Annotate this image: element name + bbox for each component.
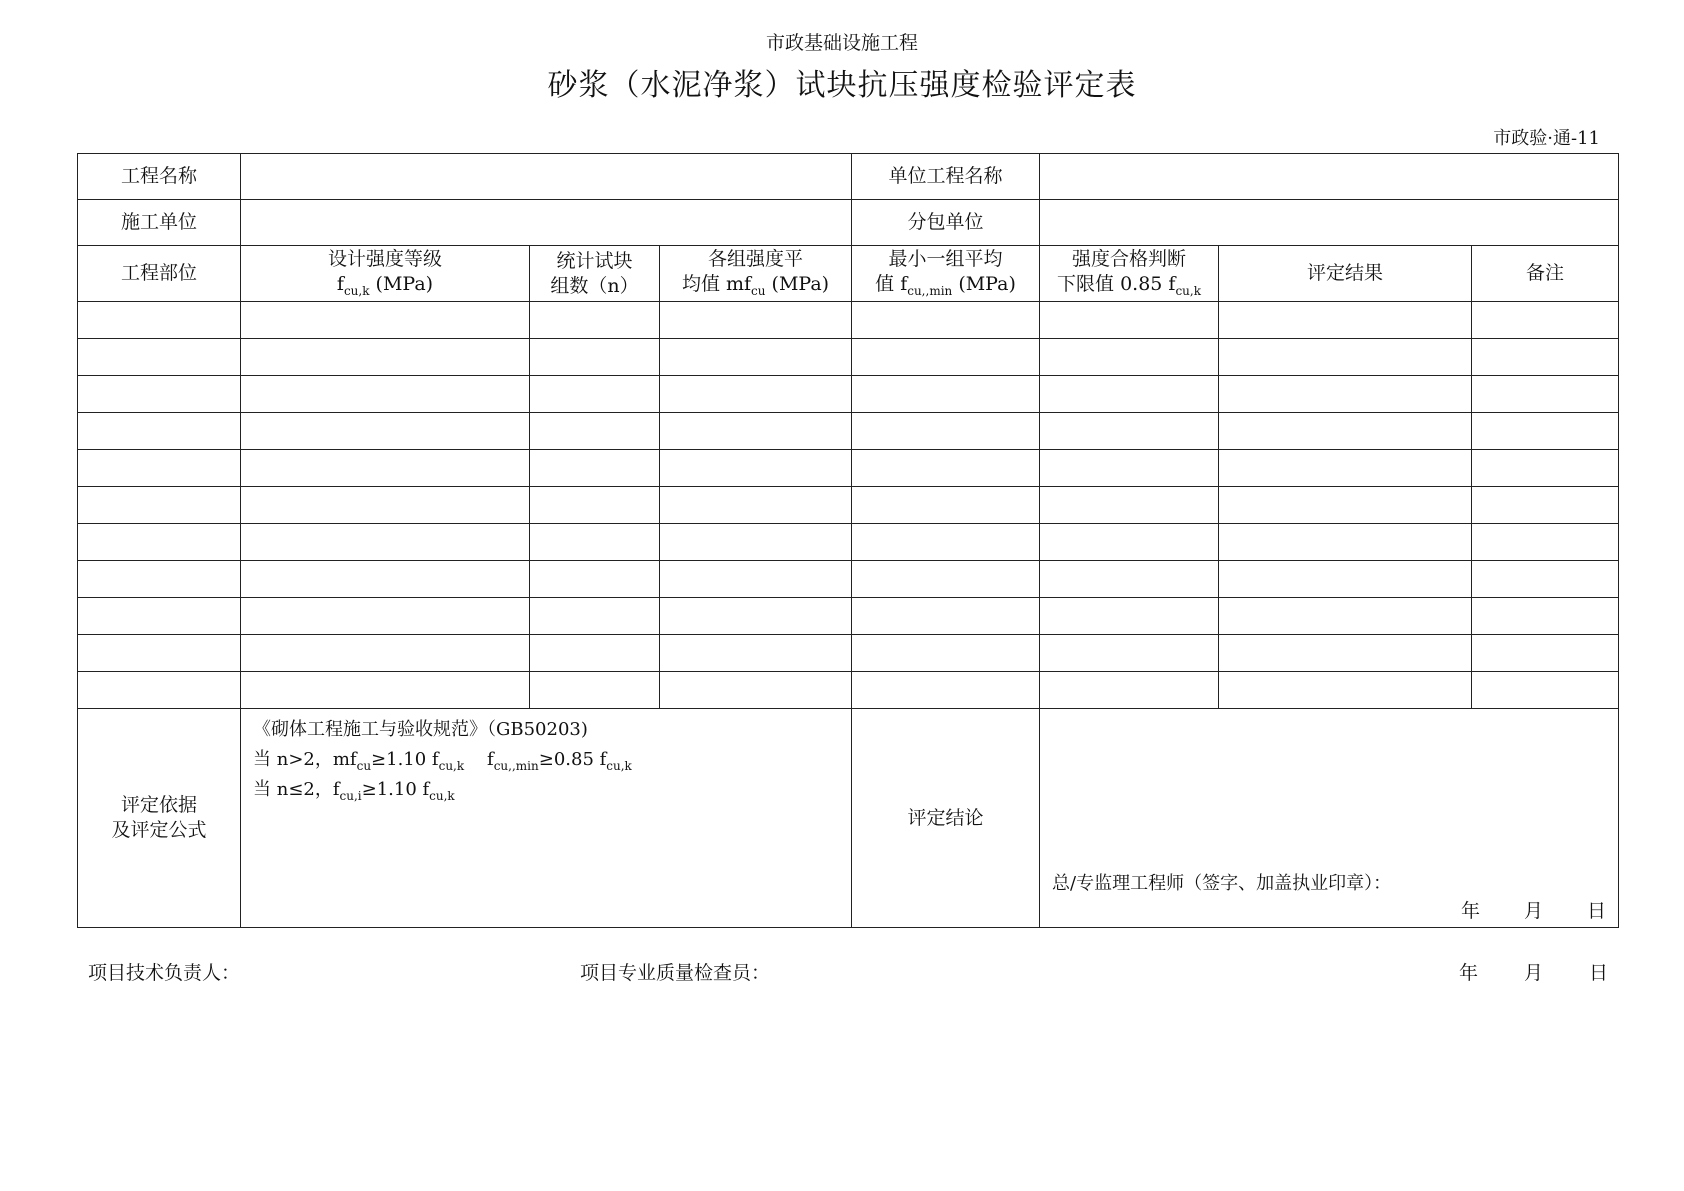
table-cell[interactable] [660, 413, 852, 450]
table-cell[interactable] [78, 524, 241, 561]
evaluation-basis-row [78, 709, 1619, 928]
table-row [78, 561, 1619, 598]
table-row [78, 450, 1619, 487]
table-row [78, 339, 1619, 376]
supervisor-signature-label: 总/专监理工程师（签字、加盖执业印章）： [1052, 872, 1392, 894]
table-cell[interactable] [852, 672, 1040, 709]
table-cell[interactable] [78, 561, 241, 598]
construction-unit-label: 施工单位 [78, 200, 241, 246]
table-row [78, 598, 1619, 635]
table-cell[interactable] [852, 339, 1040, 376]
table-cell[interactable] [1472, 339, 1619, 376]
table-cell[interactable] [660, 302, 852, 339]
table-cell[interactable] [530, 598, 660, 635]
table-cell[interactable] [852, 598, 1040, 635]
table-cell[interactable] [78, 450, 241, 487]
table-row [78, 524, 1619, 561]
table-cell[interactable] [78, 635, 241, 672]
table-cell[interactable] [78, 413, 241, 450]
table-cell[interactable] [660, 487, 852, 524]
form-code: 市政验·通-11 [1493, 128, 1600, 149]
table-cell[interactable] [852, 450, 1040, 487]
table-cell[interactable] [241, 413, 530, 450]
evaluation-form-table [77, 153, 1619, 928]
basis-formula-2: 当 n≤2，$f_{cu,i}\ge 1.10$ $f_{cu,k}$ [253, 779, 455, 803]
table-cell[interactable] [1040, 487, 1219, 524]
table-row [78, 672, 1619, 709]
table-cell[interactable] [530, 376, 660, 413]
table-cell[interactable] [241, 524, 530, 561]
construction-unit-row [78, 200, 1619, 246]
table-cell[interactable] [241, 672, 530, 709]
conclusion-date: 年 月 日 [1460, 900, 1607, 923]
table-cell[interactable] [1219, 302, 1472, 339]
basis-label-line2: 及评定公式 [111, 819, 207, 841]
table-cell[interactable] [1219, 339, 1472, 376]
unit-project-name-label: 单位工程名称 [852, 154, 1040, 200]
table-cell[interactable] [1040, 339, 1219, 376]
table-cell[interactable] [1040, 302, 1219, 339]
conclusion-field[interactable] [1040, 709, 1619, 928]
col-result-header: 评定结果 [1219, 246, 1472, 302]
table-cell[interactable] [1472, 487, 1619, 524]
limit-line2: 下限值 0.85 $f_{cu,k}$ [1057, 273, 1201, 299]
col-avg-strength-header [660, 246, 852, 302]
table-cell[interactable] [1472, 413, 1619, 450]
table-cell[interactable] [660, 635, 852, 672]
table-cell[interactable] [78, 376, 241, 413]
table-cell[interactable] [530, 339, 660, 376]
table-cell[interactable] [241, 487, 530, 524]
table-cell[interactable] [852, 561, 1040, 598]
table-cell[interactable] [1040, 376, 1219, 413]
table-cell[interactable] [1472, 561, 1619, 598]
avg-strength-line1: 各组强度平 [708, 248, 804, 271]
min-group-line1: 最小一组平均 [888, 248, 1003, 271]
table-cell[interactable] [78, 487, 241, 524]
table-cell[interactable] [241, 450, 530, 487]
table-cell[interactable] [852, 487, 1040, 524]
subcontract-unit-label: 分包单位 [852, 200, 1040, 246]
project-name-field[interactable] [241, 154, 852, 200]
table-cell[interactable] [530, 450, 660, 487]
basis-label-line1: 评定依据 [120, 794, 197, 817]
basis-standard: 《砌体工程施工与验收规范》（GB50203) [253, 719, 588, 740]
min-group-line2: 值 $f_{cu,,min}$ (MPa) [875, 273, 1016, 299]
subcontract-unit-field[interactable] [1040, 200, 1619, 246]
table-cell[interactable] [530, 413, 660, 450]
column-header-row [78, 246, 1619, 302]
table-cell[interactable] [660, 339, 852, 376]
table-cell[interactable] [660, 450, 852, 487]
col-limit-header [1040, 246, 1219, 302]
conclusion-label: 评定结论 [852, 709, 1040, 928]
table-cell[interactable] [530, 635, 660, 672]
table-cell[interactable] [78, 598, 241, 635]
table-cell[interactable] [660, 672, 852, 709]
table-cell[interactable] [660, 561, 852, 598]
table-cell[interactable] [1040, 413, 1219, 450]
col-min-group-header [852, 246, 1040, 302]
table-row [78, 376, 1619, 413]
table-cell[interactable] [241, 635, 530, 672]
table-cell[interactable] [1472, 672, 1619, 709]
col-design-strength-header [241, 246, 530, 302]
form-category: 市政基础设施工程 [765, 32, 918, 54]
table-cell[interactable] [852, 302, 1040, 339]
quality-inspector-label: 项目专业质量检查员： [580, 962, 771, 984]
page-title: 砂浆（水泥净浆）试块抗压强度检验评定表 [547, 68, 1137, 103]
table-cell[interactable] [530, 672, 660, 709]
table-row [78, 413, 1619, 450]
unit-project-name-field[interactable] [1040, 154, 1619, 200]
table-row [78, 302, 1619, 339]
table-cell[interactable] [1040, 524, 1219, 561]
basis-formula-cell [241, 709, 852, 928]
table-cell[interactable] [1219, 487, 1472, 524]
limit-line1: 强度合格判断 [1072, 248, 1187, 271]
col-part-header: 工程部位 [78, 246, 241, 302]
table-cell[interactable] [1219, 561, 1472, 598]
table-cell[interactable] [660, 376, 852, 413]
tech-lead-label: 项目技术负责人： [88, 962, 241, 984]
table-cell[interactable] [1219, 450, 1472, 487]
table-cell[interactable] [852, 635, 1040, 672]
table-row [78, 635, 1619, 672]
table-cell[interactable] [530, 561, 660, 598]
table-cell[interactable] [1472, 598, 1619, 635]
table-row [78, 487, 1619, 524]
group-count-line2: 组数（n） [550, 274, 639, 297]
col-remarks-header: 备注 [1472, 246, 1619, 302]
col-group-count-header [530, 246, 660, 302]
table-cell[interactable] [241, 302, 530, 339]
table-cell[interactable] [1219, 524, 1472, 561]
project-name-row [78, 154, 1619, 200]
table-cell[interactable] [660, 598, 852, 635]
table-cell[interactable] [852, 376, 1040, 413]
table-cell[interactable] [1219, 598, 1472, 635]
avg-strength-line2: 均值 $mf_{cu}$ (MPa) [681, 273, 830, 299]
group-count-line1: 统计试块 [556, 249, 633, 272]
table-cell[interactable] [78, 339, 241, 376]
table-cell[interactable] [852, 413, 1040, 450]
table-cell[interactable] [1472, 450, 1619, 487]
table-cell[interactable] [530, 524, 660, 561]
project-name-label: 工程名称 [78, 154, 241, 200]
table-cell[interactable] [241, 339, 530, 376]
table-cell[interactable] [1219, 413, 1472, 450]
basis-formula-1: 当 n>2，$mf_{cu}\ge 1.10$ $f_{cu,k}$ $f_{cu,,min}\ge 0.85$ $f_{cu,k}$ [253, 749, 632, 773]
table-cell[interactable] [78, 672, 241, 709]
basis-label [78, 709, 241, 928]
table-cell[interactable] [852, 524, 1040, 561]
table-cell[interactable] [1472, 635, 1619, 672]
construction-unit-field[interactable] [241, 200, 852, 246]
table-cell[interactable] [1219, 376, 1472, 413]
table-cell[interactable] [530, 302, 660, 339]
table-cell[interactable] [1040, 450, 1219, 487]
table-cell[interactable] [1040, 598, 1219, 635]
footer-date: 年 月 日 [1458, 962, 1608, 984]
table-cell[interactable] [530, 487, 660, 524]
table-cell[interactable] [241, 561, 530, 598]
table-cell[interactable] [1219, 672, 1472, 709]
table-cell[interactable] [1040, 635, 1219, 672]
table-cell[interactable] [1472, 302, 1619, 339]
table-cell[interactable] [660, 524, 852, 561]
table-cell[interactable] [78, 302, 241, 339]
table-cell[interactable] [241, 376, 530, 413]
table-cell[interactable] [1219, 635, 1472, 672]
table-cell[interactable] [1040, 561, 1219, 598]
table-cell[interactable] [1040, 672, 1219, 709]
design-strength-line1: 设计强度等级 [327, 248, 442, 271]
table-cell[interactable] [241, 598, 530, 635]
table-cell[interactable] [1472, 376, 1619, 413]
design-strength-line2: $f_{cu,k}$ (MPa) [336, 273, 434, 299]
table-cell[interactable] [1472, 524, 1619, 561]
